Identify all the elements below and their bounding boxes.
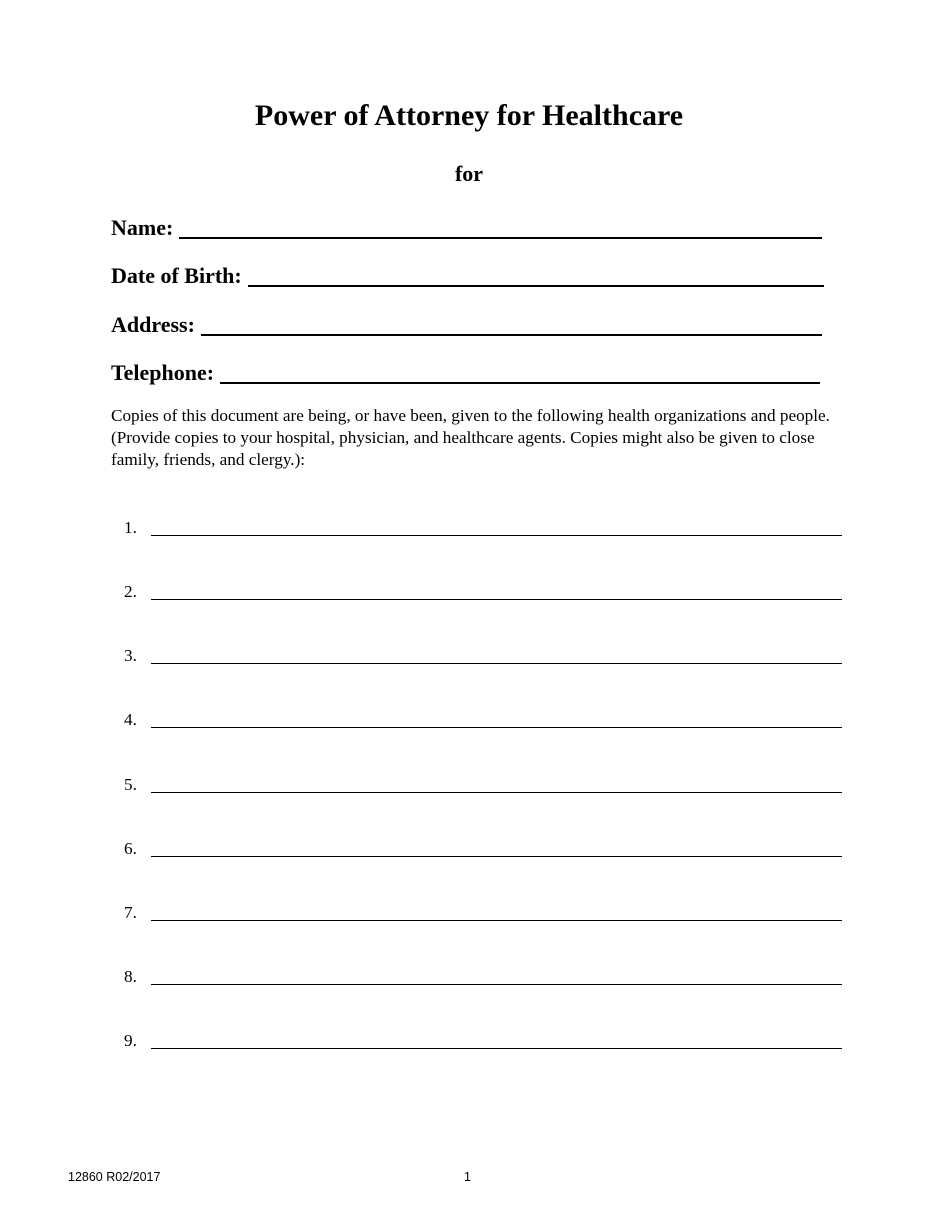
copies-list-item[interactable]: [111, 703, 842, 731]
copies-list-item[interactable]: [111, 1024, 842, 1052]
name-field[interactable]: [111, 210, 822, 242]
copies-list-item[interactable]: [111, 768, 842, 796]
list-item-number: 5.: [124, 775, 137, 794]
list-item-line[interactable]: [151, 836, 842, 857]
list-item-line[interactable]: [151, 643, 842, 664]
form-code: 12860 R02/2017: [68, 1170, 161, 1184]
copies-list-item[interactable]: [111, 511, 842, 539]
copies-list-item[interactable]: [111, 575, 842, 603]
address-label: Address:: [111, 312, 195, 337]
copies-list-item[interactable]: [111, 639, 842, 667]
page-number: 1: [464, 1170, 471, 1184]
list-item-line[interactable]: [151, 900, 842, 921]
document-subtitle: for: [454, 161, 484, 186]
list-item-number: 7.: [124, 903, 137, 922]
list-item-number: 6.: [124, 839, 137, 858]
date-of-birth-label: Date of Birth:: [111, 263, 242, 288]
telephone-label: Telephone:: [111, 360, 215, 385]
address-input-line[interactable]: [201, 310, 822, 336]
list-item-number: 3.: [124, 646, 137, 665]
name-input-line[interactable]: [179, 213, 822, 239]
date-of-birth-input-line[interactable]: [248, 261, 824, 287]
copies-list-item[interactable]: [111, 896, 842, 924]
telephone-input-line[interactable]: [220, 358, 820, 384]
list-item-line[interactable]: [151, 579, 842, 600]
list-item-number: 2.: [124, 582, 137, 601]
list-item-number: 8.: [124, 967, 137, 986]
date-of-birth-field[interactable]: [111, 258, 824, 290]
document-title: Power of Attorney for Healthcare: [254, 99, 684, 132]
list-item-line[interactable]: [151, 772, 842, 793]
list-item-line[interactable]: [151, 515, 842, 536]
list-item-number: 9.: [124, 1031, 137, 1050]
list-item-line[interactable]: [151, 707, 842, 728]
list-item-number: 4.: [124, 710, 137, 729]
name-label: Name:: [111, 215, 174, 240]
address-field[interactable]: [111, 307, 822, 339]
copies-list-item[interactable]: [111, 832, 842, 860]
list-item-number: 1.: [124, 518, 137, 537]
list-item-line[interactable]: [151, 964, 842, 985]
copies-instructions: Copies of this document are being, or have been, given to the following health organizations and people. (Provide copies to your hospital, physician, and healthcare agents. Copies might also be given to close family, friends, and clergy.):: [111, 406, 830, 469]
list-item-line[interactable]: [151, 1028, 842, 1049]
copies-list-item[interactable]: [111, 960, 842, 988]
telephone-field[interactable]: [111, 355, 820, 387]
